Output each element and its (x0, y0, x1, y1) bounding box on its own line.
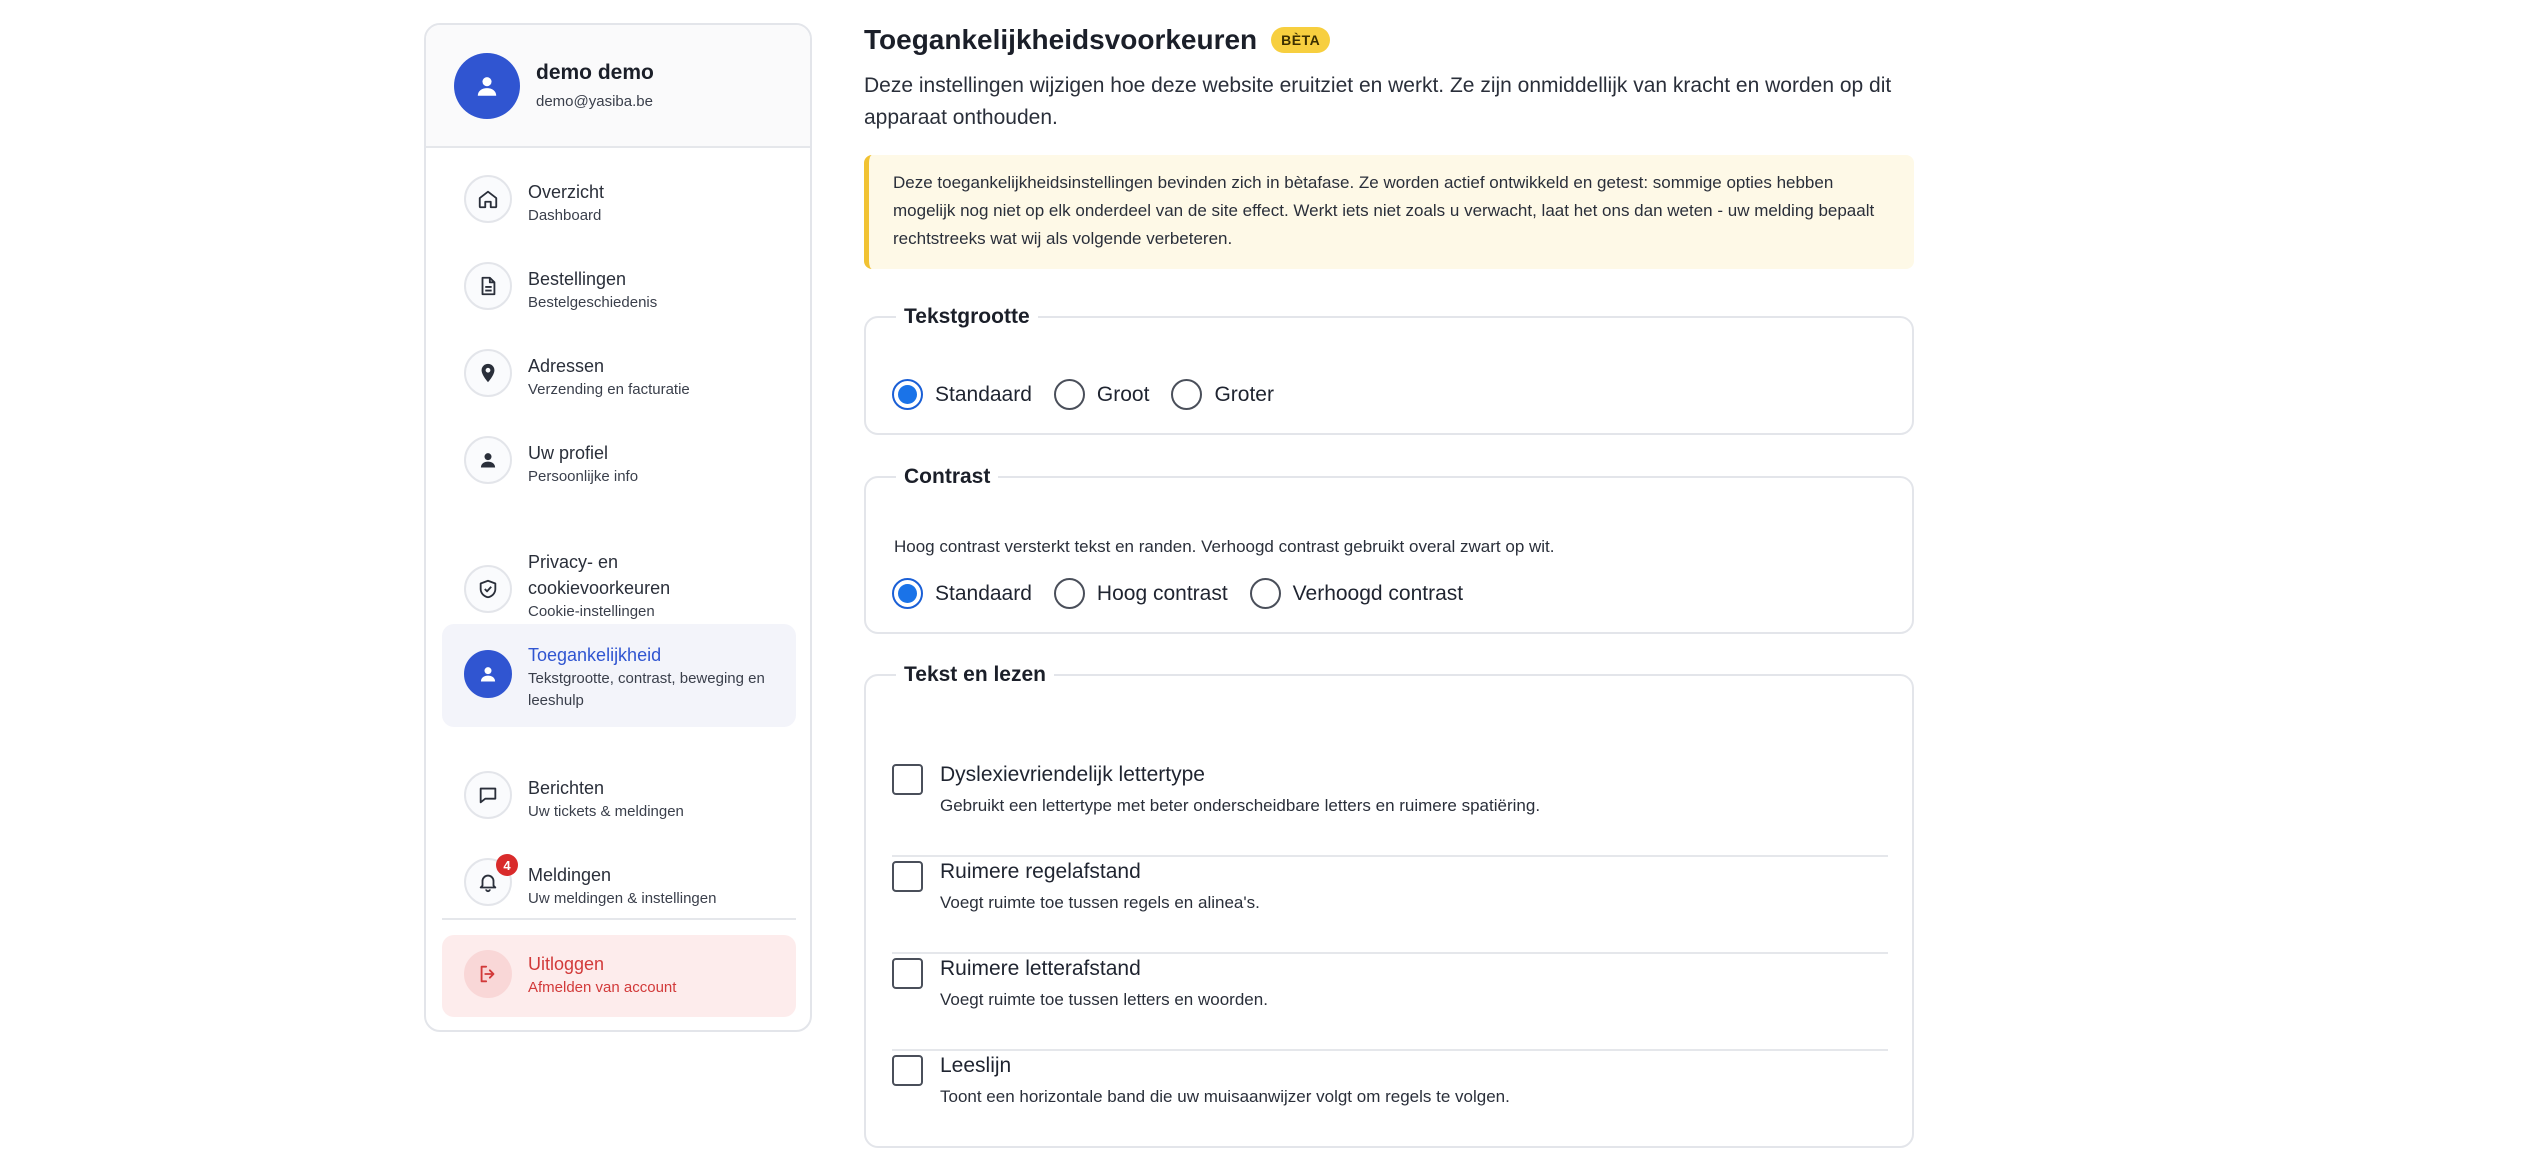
sidebar-item-label: Uw profiel (528, 443, 609, 463)
sidebar-item-label: Overzicht (528, 182, 605, 202)
sidebar-item-subtitle: Cookie-instellingen (528, 603, 655, 620)
sidebar-item-subtitle: Uw meldingen & instellingen (528, 890, 717, 907)
sidebar-item-label: Toegankelijkheid (528, 645, 662, 665)
user-email: demo@yasiba.be (536, 93, 653, 110)
logout-button[interactable] (442, 935, 796, 1017)
sidebar-item-adressen[interactable] (442, 349, 796, 419)
option-description: Toont een horizontale band die uw muisaanwijzer volgt om regels te volgen. (940, 1087, 1510, 1106)
text-size-groot-radio[interactable] (1054, 379, 1150, 410)
shield-check-icon (464, 565, 512, 613)
text-size-legend: Tekstgrootte (904, 305, 1030, 328)
beta-notice: Deze toegankelijkheidsinstellingen bevinden zich in bètafase. Ze worden actief ontwikkeld en getest: sommige opties hebben mogelijk nog niet op elk onderdeel van de site effect. Werkt iets niet zoals u verwacht, laat het ons dan weten - uw melding bepaalt rechtstreeks wat wij als volgende verbeteren. (864, 155, 1914, 269)
user-icon (464, 650, 512, 698)
radio-label: Standaard (935, 382, 1032, 406)
option-label: Dyslexievriendelijk lettertype (940, 763, 1205, 786)
text-size-standaard-radio[interactable] (892, 379, 1032, 410)
notification-badge: 4 (496, 854, 518, 876)
sidebar-item-subtitle: Uw tickets & meldingen (528, 803, 684, 820)
sidebar-item-subtitle: Persoonlijke info (528, 468, 639, 485)
radio-selected-icon (892, 379, 923, 410)
option-description: Gebruikt een lettertype met beter onderscheidbare letters en ruimere spatiëring. (940, 796, 1541, 815)
radio-selected-icon (892, 578, 923, 609)
sidebar-item-subtitle: Afmelden van account (528, 979, 677, 996)
logout-icon (464, 950, 512, 998)
sidebar-item-label: Berichten (528, 778, 605, 798)
line-spacing-option (892, 857, 1888, 954)
user-name: demo demo (536, 61, 654, 84)
radio-empty-icon (1171, 379, 1202, 410)
option-label: Leeslijn (940, 1054, 1012, 1077)
radio-label: Hoog contrast (1096, 581, 1228, 605)
line-spacing-checkbox[interactable] (892, 861, 923, 892)
sidebar-item-label: Bestellingen (528, 269, 627, 289)
radio-empty-icon (1250, 578, 1281, 609)
chat-icon (464, 771, 512, 819)
beta-badge: BÈTA (1271, 27, 1330, 53)
radio-label: Standaard (935, 581, 1032, 605)
sidebar-item-privacy[interactable] (442, 545, 796, 629)
contrast-help: Hoog contrast versterkt tekst en randen. Verhoogd contrast gebruikt overal zwart op wit. (894, 537, 1555, 556)
sidebar-item-label: Uitloggen (528, 954, 605, 974)
sidebar-item-label: Meldingen (528, 865, 612, 885)
contrast-verhoogd-radio[interactable] (1250, 578, 1463, 609)
document-icon (464, 262, 512, 310)
contrast-hoog-radio[interactable] (1054, 578, 1228, 609)
option-label: Ruimere regelafstand (940, 860, 1141, 883)
radio-label: Groot (1096, 382, 1150, 406)
contrast-group (864, 465, 1914, 634)
contrast-standaard-radio[interactable] (892, 578, 1032, 609)
page-title: Toegankelijkheidsvoorkeuren (864, 24, 1258, 55)
text-size-group (864, 305, 1914, 435)
sidebar-item-label: Adressen (528, 356, 605, 376)
title-row (864, 24, 1330, 56)
radio-empty-icon (1054, 578, 1085, 609)
sidebar-item-bestellingen[interactable] (442, 262, 796, 332)
contrast-options (892, 578, 1485, 609)
bell-icon (464, 858, 512, 906)
reading-guide-option (892, 1051, 1888, 1148)
reading-guide-checkbox[interactable] (892, 1055, 923, 1086)
dyslexia-font-checkbox[interactable] (892, 764, 923, 795)
radio-empty-icon (1054, 379, 1085, 410)
home-icon (464, 175, 512, 223)
text-size-groter-radio[interactable] (1171, 379, 1274, 410)
user-header (426, 25, 810, 148)
sidebar-item-subtitle: Tekstgrootte, contrast, beweging en leeshulp (528, 670, 765, 709)
sidebar-item-uw-profiel[interactable] (442, 436, 796, 506)
sidebar-item-toegankelijkheid[interactable] (442, 624, 796, 727)
reading-group (864, 663, 1914, 1148)
reading-legend: Tekst en lezen (904, 663, 1046, 686)
avatar (454, 53, 520, 119)
option-description: Voegt ruimte toe tussen letters en woorden. (940, 990, 1268, 1009)
user-icon (464, 436, 512, 484)
option-label: Ruimere letterafstand (940, 957, 1141, 980)
letter-spacing-checkbox[interactable] (892, 958, 923, 989)
sidebar-item-berichten[interactable] (442, 771, 796, 841)
sidebar-item-label: Privacy- en cookievoorkeuren (528, 552, 671, 598)
dyslexia-font-option (892, 760, 1888, 857)
sidebar-divider (442, 918, 796, 920)
letter-spacing-option (892, 954, 1888, 1051)
intro-text: Deze instellingen wijzigen hoe deze website eruitziet en werkt. Ze zijn onmiddellijk van kracht en worden op dit apparaat onthouden. (864, 74, 1892, 129)
account-sidebar (424, 23, 812, 1032)
sidebar-item-overzicht[interactable] (442, 175, 796, 245)
sidebar-item-subtitle: Dashboard (528, 207, 602, 224)
user-avatar-icon (474, 73, 500, 99)
map-pin-icon (464, 349, 512, 397)
sidebar-item-subtitle: Bestelgeschiedenis (528, 294, 658, 311)
radio-label: Groter (1214, 382, 1274, 406)
option-description: Voegt ruimte toe tussen regels en alinea's. (940, 893, 1260, 912)
contrast-legend: Contrast (904, 465, 991, 488)
sidebar-item-subtitle: Verzending en facturatie (528, 381, 690, 398)
radio-label: Verhoogd contrast (1292, 581, 1464, 605)
text-size-options (892, 379, 1296, 410)
